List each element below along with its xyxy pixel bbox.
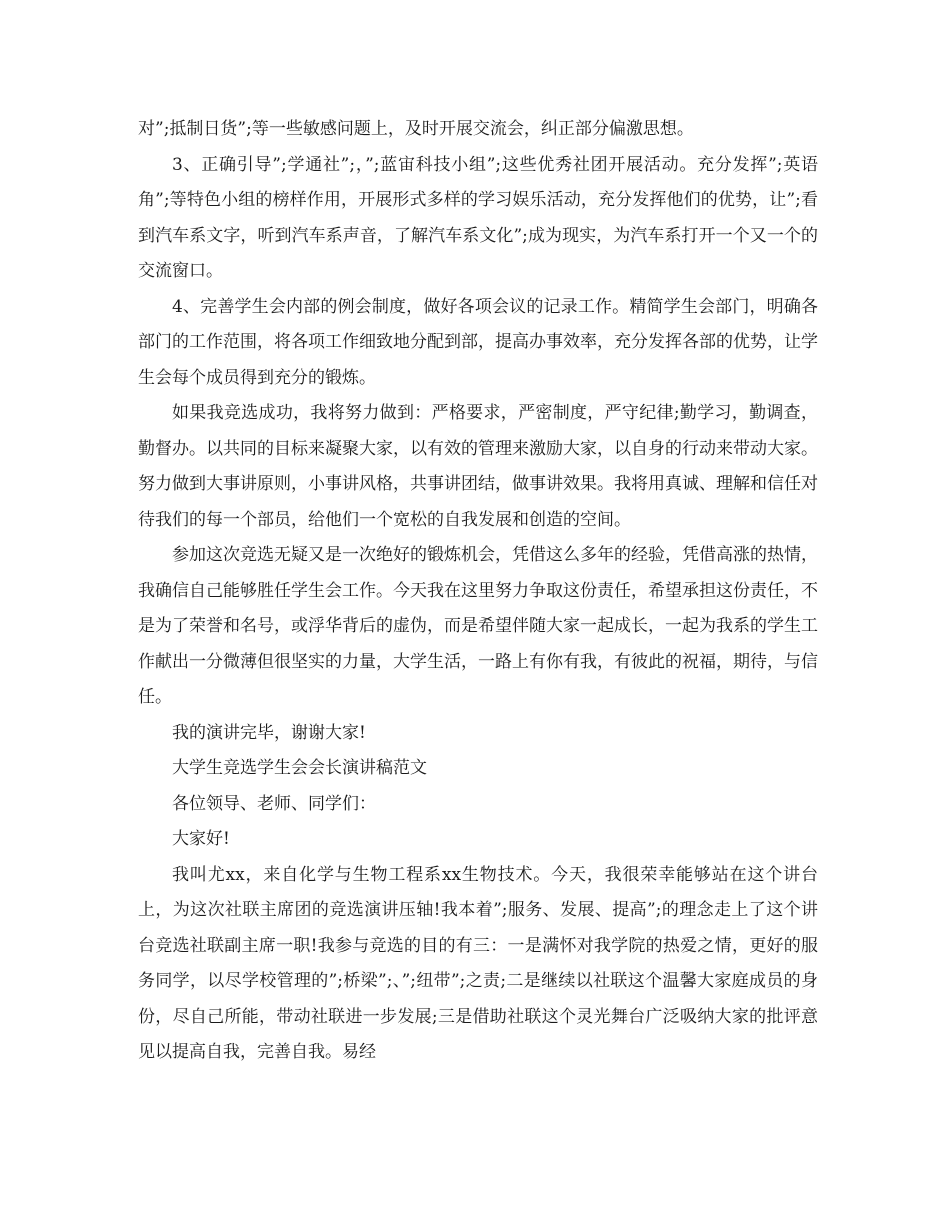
section-title: 大学生竞选学生会会长演讲稿范文 xyxy=(172,758,427,778)
paragraph-continuation: 对”;抵制日货”;等一些敏感问题上，及时开展交流会，纠正部分偏激思想。 xyxy=(138,119,694,139)
paragraph-thanks: 我的演讲完毕，谢谢大家! xyxy=(172,722,366,743)
paragraph-introduction: 我叫尤xx，来自化学与生物工程系xx生物技术。今天，我很荣幸能够站在这个讲台上，为这次社联主席团的竞选演讲压轴!我本着”;服务、发展、提高”;的理念走上了这个讲台竞选社联副主席一职!我参与竞选的目的有三：一是满怀对我学院的热爱之情，更好的服务同学，以尽学校管理的”;桥梁”;、”;纽带”;之责;二是继续以社联这个温馨大家庭成员的身份，尽自己所能，带动社联进一步发展;三是借助社联这个灵光舞台广泛吸纳大家的批评意见以提高自我，完善自我。易经 xyxy=(138,864,818,1062)
paragraph-closing: 参加这次竞选无疑又是一次绝好的锻炼机会，凭借这么多年的经验，凭借高涨的热情，我确信自己能够胜任学生会工作。今天我在这里努力争取这份责任，希望承担这份责任，不是为了荣誉和名号，或浮华背后的虚伪，而是希望伴随大家一起成长，一起为我系的学生工作献出一分微薄但很坚实的力量，大学生活，一路上有你有我，有彼此的祝福，期待，与信任。 xyxy=(138,545,818,707)
salutation: 各位领导、老师、同学们： xyxy=(172,793,376,814)
greeting: 大家好! xyxy=(172,829,230,849)
paragraph-item-4: 4、完善学生会内部的例会制度，做好各项会议的记录工作。精简学生会部门，明确各部门的工作范围，将各项工作细致地分配到部，提高办事效率，充分发挥各部的优势，让学生会每个成员得到充分的锻炼。 xyxy=(138,296,818,388)
document-body xyxy=(138,112,818,1071)
paragraph-item-3: 3、正确引导”;学通社”;，”;蓝宙科技小组”;这些优秀社团开展活动。充分发挥”;英语角”;等特色小组的榜样作用，开展形式多样的学习娱乐活动，充分发挥他们的优势，让”;看到汽车系文字，听到汽车系声音，了解汽车系文化”;成为现实，为汽车系打开一个又一个的交流窗口。 xyxy=(138,154,818,281)
paragraph-commitment: 如果我竞选成功，我将努力做到：严格要求，严密制度，严守纪律;勤学习，勤调查，勤督办。以共同的目标来凝聚大家，以有效的管理来激励大家，以自身的行动来带动大家。努力做到大事讲原则，小事讲风格，共事讲团结，做事讲效果。我将用真诚、理解和信任对待我们的每一个部员，给他们一个宽松的自我发展和创造的空间。 xyxy=(138,403,818,530)
